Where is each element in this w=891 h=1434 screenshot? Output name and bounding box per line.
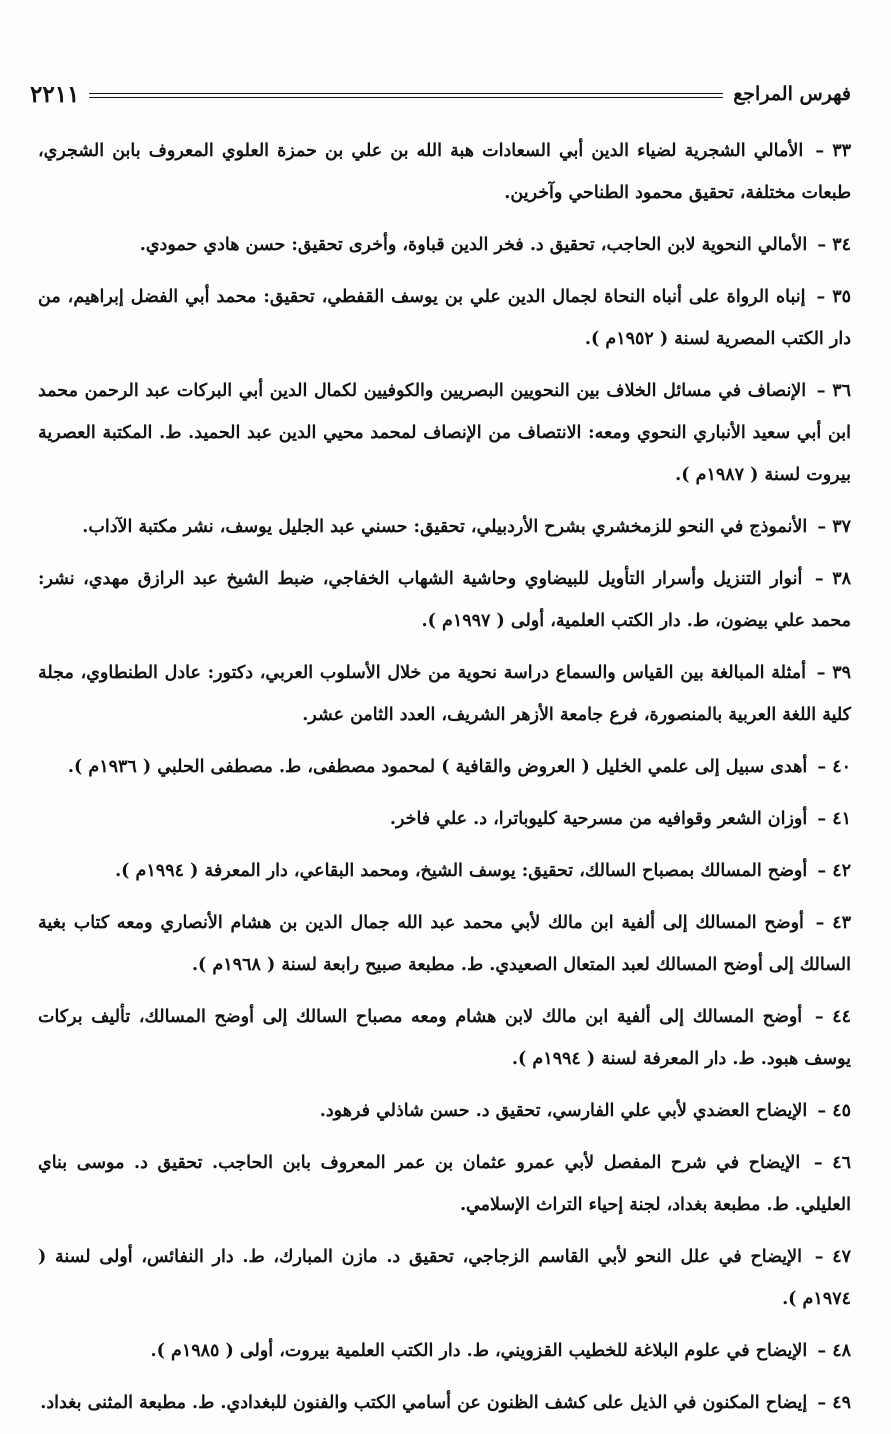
entry-number: ٤٢ – [817, 861, 851, 881]
entry-text: أوضح المسالك بمصباح السالك، تحقيق: يوسف الشيخ، ومحمد البقاعي، دار المعرفة ( ١٩٩٤م ). [115, 861, 808, 881]
entry-number: ٣٣ – [815, 141, 851, 161]
reference-entry [38, 276, 851, 360]
references-list [38, 130, 851, 1434]
reference-entry [38, 130, 851, 214]
entry-text: الأمالي النحوية لابن الحاجب، تحقيق د. فخر الدين قباوة، وأخرى تحقيق: حسن هادي حمودي. [139, 235, 808, 255]
reference-entry [38, 1330, 851, 1372]
reference-entry [38, 850, 851, 892]
entry-text: أوضح المسالك إلى ألفية ابن مالك لأبي محمد عبد الله جمال الدين بن هشام الأنصاري ومعه كتاب بغية السالك إلى أوضح المسالك لعبد المتعال الصعيدي. ط. مطبعة صبيح رابعة لسنة ( ١٩٦٨م ). [38, 913, 851, 975]
reference-entry [38, 1236, 851, 1320]
entry-number: ٤٤ – [814, 1007, 852, 1027]
reference-entry [38, 902, 851, 986]
reference-entry [38, 1142, 851, 1226]
reference-entry [38, 798, 851, 840]
entry-number: ٤٠ – [817, 757, 851, 777]
entry-text: الأمالي الشجرية لضياء الدين أبي السعادات هبة الله بن علي بن حمزة العلوي المعروف بابن الشجري، طبعات مختلفة، تحقيق محمود الطناحي وآخرين. [38, 141, 851, 203]
entry-number: ٤٥ – [817, 1101, 851, 1121]
entry-number: ٤٦ – [813, 1153, 851, 1173]
entry-number: ٣٥ – [816, 287, 852, 307]
entry-text: أوضح المسالك إلى ألفية ابن مالك لابن هشام ومعه مصباح السالك إلى أوضح المسالك، تأليف بركات يوسف هبود. ط. دار المعرفة لسنة ( ١٩٩٤م ). [38, 1007, 851, 1069]
entry-text: أوزان الشعر وقوافيه من مسرحية كليوباترا، د. علي فاخر. [389, 809, 808, 829]
reference-entry [38, 224, 851, 266]
reference-entry [38, 1382, 851, 1424]
page-header [30, 74, 851, 114]
entry-number: ٣٧ – [817, 517, 851, 537]
entry-text: أهدى سبيل إلى علمي الخليل ( العروض والقافية ) لمحمود مصطفى، ط. مصطفى الحلبي ( ١٩٣٦م ). [67, 757, 808, 777]
page-number: ٢٢١١ [30, 80, 80, 108]
reference-entry [38, 746, 851, 788]
header-rule [89, 93, 723, 98]
reference-entry [38, 996, 851, 1080]
entry-text: الإيضاح في شرح المفصل لأبي عمرو عثمان بن عمر المعروف بابن الحاجب. تحقيق د. موسى بناي العليلي. ط. مطبعة بغداد، لجنة إحياء التراث الإسلامي. [38, 1153, 851, 1215]
entry-text: أنوار التنزيل وأسرار التأويل للبيضاوي وحاشية الشهاب الخفاجي، ضبط الشيخ عبد الرازق مهدي، نشر: محمد علي بيضون، ط. دار الكتب العلمية، أولى ( ١٩٩٧م ). [38, 569, 851, 631]
header-title: فهرس المراجع [733, 83, 851, 105]
entry-text: الإنصاف في مسائل الخلاف بين النحويين البصريين والكوفيين لكمال الدين أبي البركات عبد الرحمن محمد ابن أبي سعيد الأنباري النحوي ومعه: الانتصاف من الإنصاف لمحمد محيي الدين عبد الحميد. ط. المكتبة العصرية بيروت لسنة ( ١٩٨٧م ). [38, 381, 851, 485]
entry-number: ٤٩ – [817, 1393, 851, 1413]
entry-number: ٤٨ – [817, 1341, 851, 1361]
entry-number: ٤١ – [817, 809, 851, 829]
entry-number: ٤٧ – [814, 1247, 852, 1267]
entry-text: الإيضاح في علل النحو لأبي القاسم الزجاجي، تحقيق د. مازن المبارك، ط. دار النفائس، أولى لسنة ( ١٩٧٤م ). [38, 1247, 851, 1309]
reference-entry [38, 370, 851, 496]
reference-entry [38, 652, 851, 736]
reference-entry [38, 506, 851, 548]
entry-number: ٣٩ – [816, 663, 851, 683]
entry-text: إيضاح المكنون في الذيل على كشف الظنون عن أسامي الكتب والفنون للبغدادي. ط. مطبعة المثنى بغداد. [40, 1393, 808, 1413]
entry-number: ٤٣ – [815, 913, 851, 933]
entry-number: ٣٦ – [816, 381, 851, 401]
entry-text: إنباه الرواة على أنباه النحاة لجمال الدين علي بن يوسف القفطي، تحقيق: محمد أبي الفضل إبراهيم، من دار الكتب المصرية لسنة ( ١٩٥٢م ). [38, 287, 851, 349]
entry-text: الإيضاح في علوم البلاغة للخطيب القزويني، ط. دار الكتب العلمية بيروت، أولى ( ١٩٨٥م ). [150, 1341, 808, 1361]
entry-number: ٣٨ – [814, 569, 852, 589]
reference-entry [38, 1090, 851, 1132]
entry-text: أمثلة المبالغة بين القياس والسماع دراسة نحوية من خلال الأسلوب العربي، دكتور: عادل الطنطاوي، مجلة كلية اللغة العربية بالمنصورة، فرع جامعة الأزهر الشريف، العدد الثامن عشر. [38, 663, 851, 725]
entry-text: الإيضاح العضدي لأبي علي الفارسي، تحقيق د. حسن شاذلي فرهود. [319, 1101, 808, 1121]
entry-number: ٣٤ – [817, 235, 851, 255]
reference-entry [38, 558, 851, 642]
entry-text: الأنموذج في النحو للزمخشري بشرح الأردبيلي، تحقيق: حسني عبد الجليل يوسف، نشر مكتبة الآداب. [82, 517, 808, 537]
